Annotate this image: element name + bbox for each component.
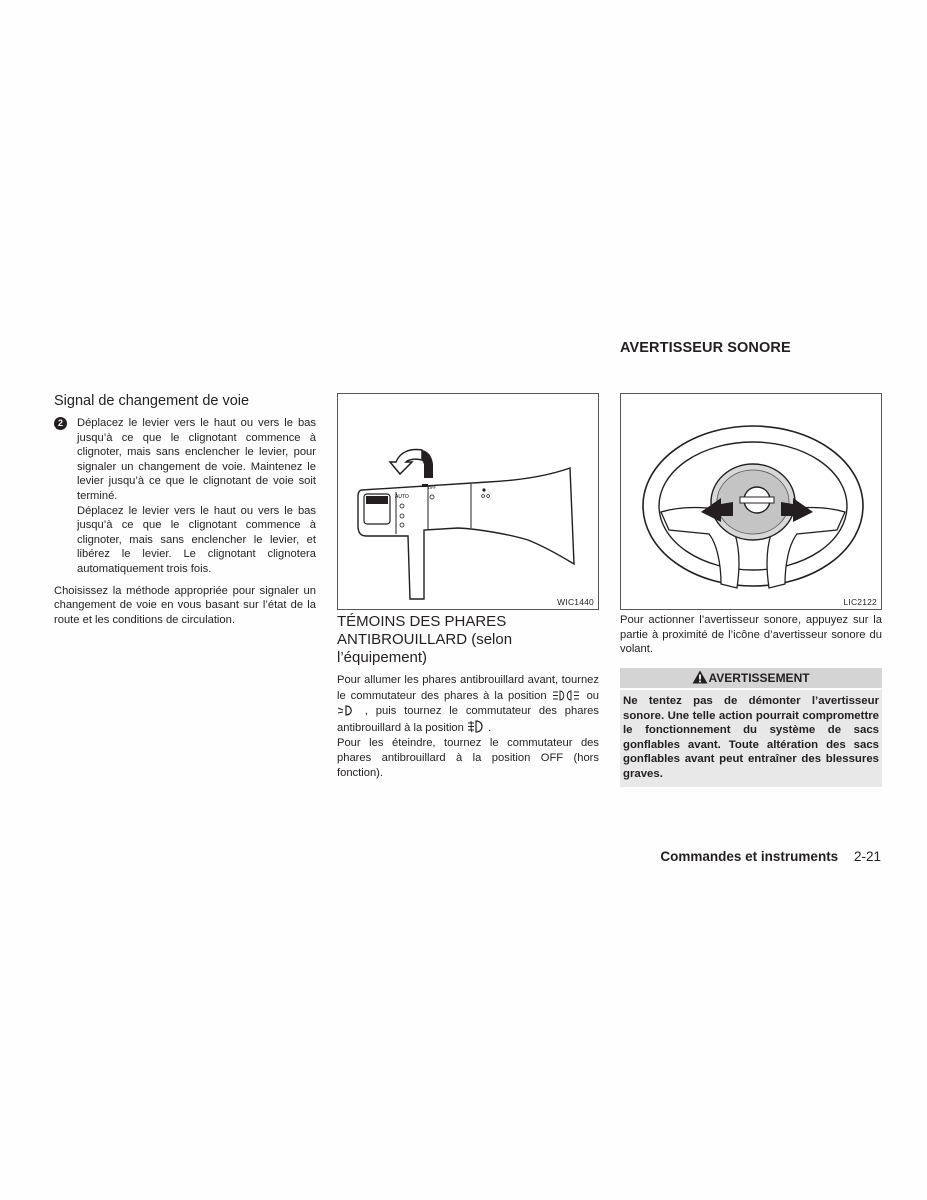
rotation-arrow-icon: [390, 450, 433, 479]
lane-change-item: [54, 416, 316, 627]
fog-text-part-a: Pour allumer les phares antibrouillard avant, tournez le commutateur des phares à la position: [337, 674, 599, 702]
warning-title: AVERTISSEMENT: [708, 671, 810, 685]
lane-change-paragraph-1: Déplacez le levier vers le haut ou vers le bas jusqu’à ce que le clignotant commence à clignoter, mais sans enclencher le levier, pour signaler un changement de voie. Maintenez le levier jusqu’à ce que le clignotant de voie soit terminé.: [77, 417, 316, 502]
lane-change-paragraph-2: Déplacez le levier vers le haut ou vers le bas jusqu’à ce que le clignotant commence à clignoter, mais sans enclencher le levier, et libérez le levier. Le clignotant clignotera automatiquement trois fois.: [77, 504, 316, 575]
fog-heading-line-2: ANTIBROUILLARD (selon: [337, 631, 513, 648]
warning-text: Ne tentez pas de démonter l’avertisseur sonore. Une telle action pourrait compromettre le fonctionnement du système de sacs gonflables avant. Toute altération des sacs gonflables avant peut entraîner des blessures graves.: [620, 690, 882, 787]
warning-box: [620, 668, 882, 787]
steering-wheel-illustration: [621, 394, 881, 609]
figure-code: WIC1440: [557, 597, 594, 607]
figure-steering-wheel: [620, 393, 882, 610]
footer-page-number: 2-21: [853, 849, 881, 864]
front-fog-icon: [467, 720, 485, 733]
subsection-heading-lane-change: Signal de changement de voie: [54, 393, 250, 409]
lane-change-method-paragraph: Choisissez la méthode appropriée pour signaler un changement de voie en vous basant sur l’état de la route et les conditions de circulation.: [54, 584, 316, 626]
lever-illustration: [338, 394, 598, 609]
fog-heading-line-3: l’équipement): [337, 649, 428, 666]
parking-light-icon: [337, 705, 357, 716]
footer-section-name: Commandes et instruments: [660, 849, 839, 864]
fog-text-ou: ou: [586, 689, 600, 702]
warning-header: [620, 668, 882, 688]
section-title-horn: AVERTISSEUR SONORE: [620, 340, 791, 356]
fog-text-end: .: [488, 721, 492, 734]
fog-paragraph-2: Pour les éteindre, tournez le commutateur des phares antibrouillard à la position OFF (hors fonction).: [337, 737, 599, 779]
lever-label-off: OFF: [428, 485, 436, 490]
item-number-badge: 2: [54, 417, 67, 430]
lever-label-auto: AUTO: [395, 494, 409, 500]
figure-code: LIC2122: [843, 597, 877, 607]
fog-lights-heading: [337, 613, 599, 667]
figure-lever: [337, 393, 599, 610]
fog-paragraph-1: [337, 673, 599, 736]
page-footer: [660, 849, 881, 864]
fog-text-part-b: , puis tournez le commutateur des phares antibrouillard à la position: [337, 705, 600, 734]
warning-triangle-icon: [692, 670, 708, 684]
horn-paragraph: Pour actionner l’avertisseur sonore, appuyez sur la partie à proximité de l’icône d’avertisseur sonore du volant.: [620, 614, 882, 656]
headlight-icon: [552, 690, 582, 701]
fog-heading-line-1: TÉMOINS DES PHARES: [337, 613, 507, 630]
fog-lights-text: [337, 673, 599, 780]
